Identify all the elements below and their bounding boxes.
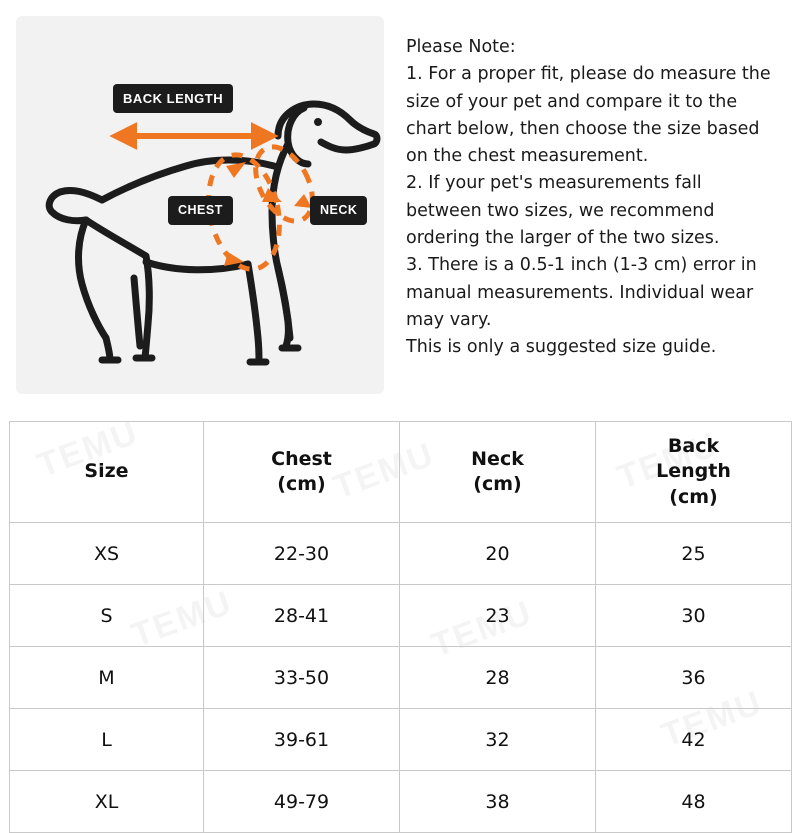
cell-chest: 39-61 xyxy=(204,709,400,771)
table-header-row xyxy=(10,422,792,523)
notes-block xyxy=(384,16,788,362)
cell-size: XS xyxy=(10,523,204,585)
cell-chest: 33-50 xyxy=(204,647,400,709)
label-chest: CHEST xyxy=(168,196,233,225)
header-chest-line2: (cm) xyxy=(277,473,326,495)
table-row xyxy=(10,585,792,647)
cell-chest: 22-30 xyxy=(204,523,400,585)
header-size-line1: Size xyxy=(84,460,129,483)
note-item-3: 3. There is a 0.5-1 inch (1-3 cm) error in manual measurements. Individual wear may vary. xyxy=(406,255,757,330)
cell-size: XL xyxy=(10,771,204,833)
header-back-line2: Length xyxy=(656,460,731,483)
size-table-wrapper xyxy=(9,421,791,833)
cell-back-length: 36 xyxy=(596,647,792,709)
cell-size: S xyxy=(10,585,204,647)
table-row xyxy=(10,647,792,709)
cell-neck: 38 xyxy=(400,771,596,833)
label-back-length: BACK LENGTH xyxy=(113,84,233,113)
cell-neck: 20 xyxy=(400,523,596,585)
label-neck: NECK xyxy=(310,196,367,225)
cell-neck: 23 xyxy=(400,585,596,647)
cell-back-length: 30 xyxy=(596,585,792,647)
note-item-2: 2. If your pet's measurements fall between two sizes, we recommend ordering the larger of the two sizes. xyxy=(406,173,720,249)
note-item-1: 1. For a proper fit, please do measure the size of your pet and compare it to the chart below, then choose the size based on the chest measurement. xyxy=(406,64,771,167)
table-row xyxy=(10,709,792,771)
table-row xyxy=(10,771,792,833)
table-row xyxy=(10,523,792,585)
cell-size: M xyxy=(10,647,204,709)
cell-back-length: 25 xyxy=(596,523,792,585)
header-chest-line1: Chest xyxy=(271,447,332,470)
size-table xyxy=(9,421,792,833)
header-neck-line1: Neck xyxy=(471,447,524,470)
header-back-line1: Back xyxy=(667,435,720,458)
header-back-line3: (cm) xyxy=(669,485,718,508)
header-neck-line2: (cm) xyxy=(473,473,522,495)
back-length-arrow xyxy=(116,127,272,145)
cell-back-length: 42 xyxy=(596,709,792,771)
measurement-diagram xyxy=(16,16,384,394)
notes-heading: Please Note: xyxy=(406,37,516,57)
size-table-head xyxy=(10,422,792,523)
header-neck xyxy=(400,422,596,523)
cell-chest: 28-41 xyxy=(204,585,400,647)
cell-size: L xyxy=(10,709,204,771)
cell-neck: 32 xyxy=(400,709,596,771)
cell-neck: 28 xyxy=(400,647,596,709)
header-chest xyxy=(204,422,400,523)
header-back-length xyxy=(596,422,792,523)
cell-chest: 49-79 xyxy=(204,771,400,833)
cell-back-length: 48 xyxy=(596,771,792,833)
note-item-4: This is only a suggested size guide. xyxy=(406,337,717,358)
size-table-body xyxy=(10,523,792,833)
header-size xyxy=(10,422,204,523)
dog-eye xyxy=(314,118,322,126)
